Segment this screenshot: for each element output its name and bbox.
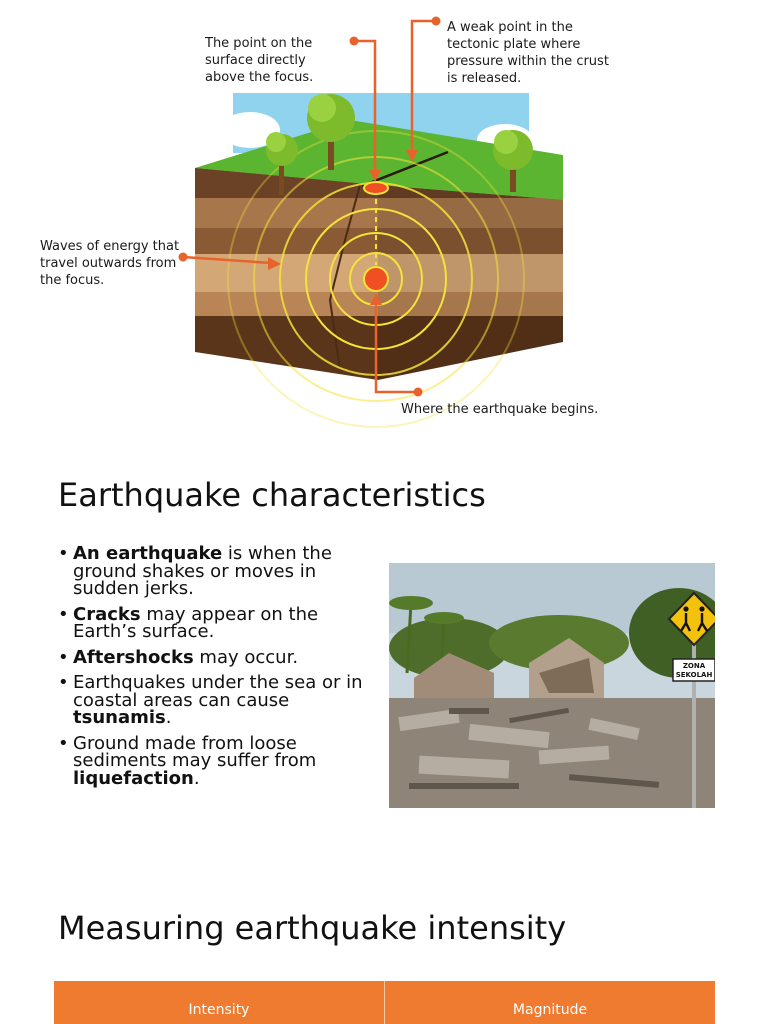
list-item: • An earthquake is when the ground shakes or moves in sudden jerks. [58,545,378,598]
list-item: • Aftershocks may occur. [58,649,378,667]
earthquake-damage-photo [389,563,715,808]
fault-callout: A weak point in the tectonic plate where pressure within the crust is released. [447,20,609,86]
intensity-heading: Measuring earthquake intensity [58,909,567,947]
damage-scene-illustration [389,563,715,808]
epicentre-marker [364,182,388,194]
focus-callout: Where the earthquake begins. [401,402,599,417]
list-item: • Cracks may appear on the Earth’s surface. [58,606,378,641]
list-item: • Earthquakes under the sea or in coastal areas can cause tsunamis. [58,674,378,727]
characteristics-heading: Earthquake characteristics [58,476,486,514]
intensity-table-header [54,981,715,1024]
sign-text-line1: ZONA [682,662,706,670]
waves-callout: Waves of energy that travel outwards from the focus. [40,239,180,288]
list-item: • Ground made from loose sediments may suffer from liquefaction. [58,735,378,788]
characteristics-list [58,545,378,795]
focus-marker [364,267,388,291]
column-header-intensity: Intensity [54,981,384,1024]
epicentre-callout: The point on the surface directly above the focus. [205,36,314,85]
earthquake-cross-section-illustration [0,0,768,430]
earthquake-diagram [0,0,768,430]
sign-text-line2: SEKOLAH [675,671,713,679]
column-header-magnitude: Magnitude [384,981,715,1024]
